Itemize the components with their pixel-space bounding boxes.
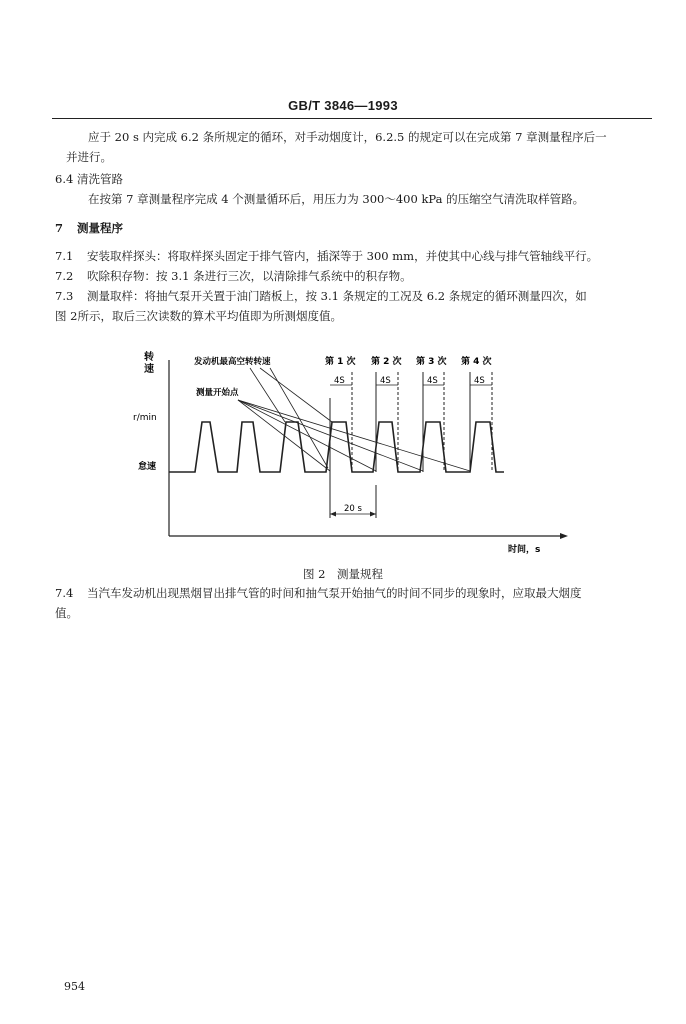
interval-left-arrow-icon: [330, 512, 336, 517]
max-speed-leader-2: [260, 368, 332, 422]
max-speed-label: 发动机最高空转转速: [194, 357, 271, 367]
cycle-3-label: 第 3 次: [416, 357, 447, 367]
paragraph-continuation-line2: 并进行。: [66, 150, 112, 164]
section-7-3: [55, 288, 587, 304]
cycle-4-window-label: 4S: [474, 376, 485, 386]
cycle-3-window-label: 4S: [427, 376, 438, 386]
start-point-leader-4: [238, 400, 470, 471]
page-number: 954: [64, 980, 85, 993]
standard-code-header: GB/T 3846—1993: [288, 98, 398, 113]
section-title: 清洗管路: [77, 172, 123, 186]
section-title: 测量程序: [77, 221, 123, 235]
section-7-4-continued: 值。: [55, 606, 78, 620]
interval-label: 20 s: [344, 504, 362, 514]
section-7-2: [55, 268, 412, 284]
figure-caption: 图 2 测量规程: [303, 567, 383, 581]
section-number: 7.3: [55, 289, 74, 303]
idle-label: 怠速: [138, 462, 157, 472]
section-6-4-heading: [55, 171, 123, 187]
interval-right-arrow-icon: [370, 512, 376, 517]
section-6-4-body: 在按第 7 章测量程序完成 4 个测量循环后，用压力为 300～400 kPa 的压缩空气清洗取样管路。: [88, 192, 585, 206]
section-body: 吹除积存物：按 3.1 条进行三次，以清除排气系统中的积存物。: [87, 269, 412, 283]
speed-trace: [169, 422, 504, 472]
section-7-heading: [55, 220, 123, 236]
y-axis-title-2: 速: [144, 364, 154, 375]
max-speed-leader-3: [270, 368, 328, 468]
measurement-cycle-diagram: [130, 340, 570, 555]
section-body: 安装取样探头：将取样探头固定于排气管内，插深等于 300 mm，并使其中心线与排气管轴线平行。: [87, 249, 599, 263]
cycle-2-window-label: 4S: [380, 376, 391, 386]
cycle-2-label: 第 2 次: [371, 357, 402, 367]
cycle-4-label: 第 4 次: [461, 357, 492, 367]
cycle-1-label: 第 1 次: [325, 357, 356, 367]
paragraph-continuation-line1: 应于 20 s 内完成 6.2 条所规定的循环，对手动烟度计，6.2.5 的规定可以在完成第 7 章测量程序后一: [88, 130, 607, 144]
section-7-4: [55, 585, 582, 601]
section-body: 测量取样：将抽气泵开关置于油门踏板上，按 3.1 条规定的工况及 6.2 条规定的循环测量四次，如: [87, 289, 587, 303]
start-point-label: 测量开始点: [196, 388, 239, 398]
section-body: 当汽车发动机出现黑烟冒出排气管的时间和抽气泵开始抽气的时间不同步的现象时，应取最大烟度: [87, 586, 582, 600]
section-number: 7: [55, 221, 64, 235]
x-axis-arrow-icon: [560, 533, 568, 539]
y-unit-label: r/min: [133, 413, 157, 423]
max-speed-leader-1: [250, 368, 285, 422]
cycle-1-window-label: 4S: [334, 376, 345, 386]
section-number: 7.1: [55, 249, 74, 263]
section-number: 6.4: [55, 172, 74, 186]
section-7-3-continued: 图 2所示，取后三次读数的算术平均值即为所测烟度值。: [55, 309, 342, 323]
section-number: 7.4: [55, 586, 74, 600]
x-axis-label: 时间，s: [508, 545, 541, 555]
header-rule: [52, 118, 652, 119]
y-axis-title-1: 转: [144, 352, 154, 363]
section-number: 7.2: [55, 269, 74, 283]
section-7-1: [55, 248, 598, 264]
